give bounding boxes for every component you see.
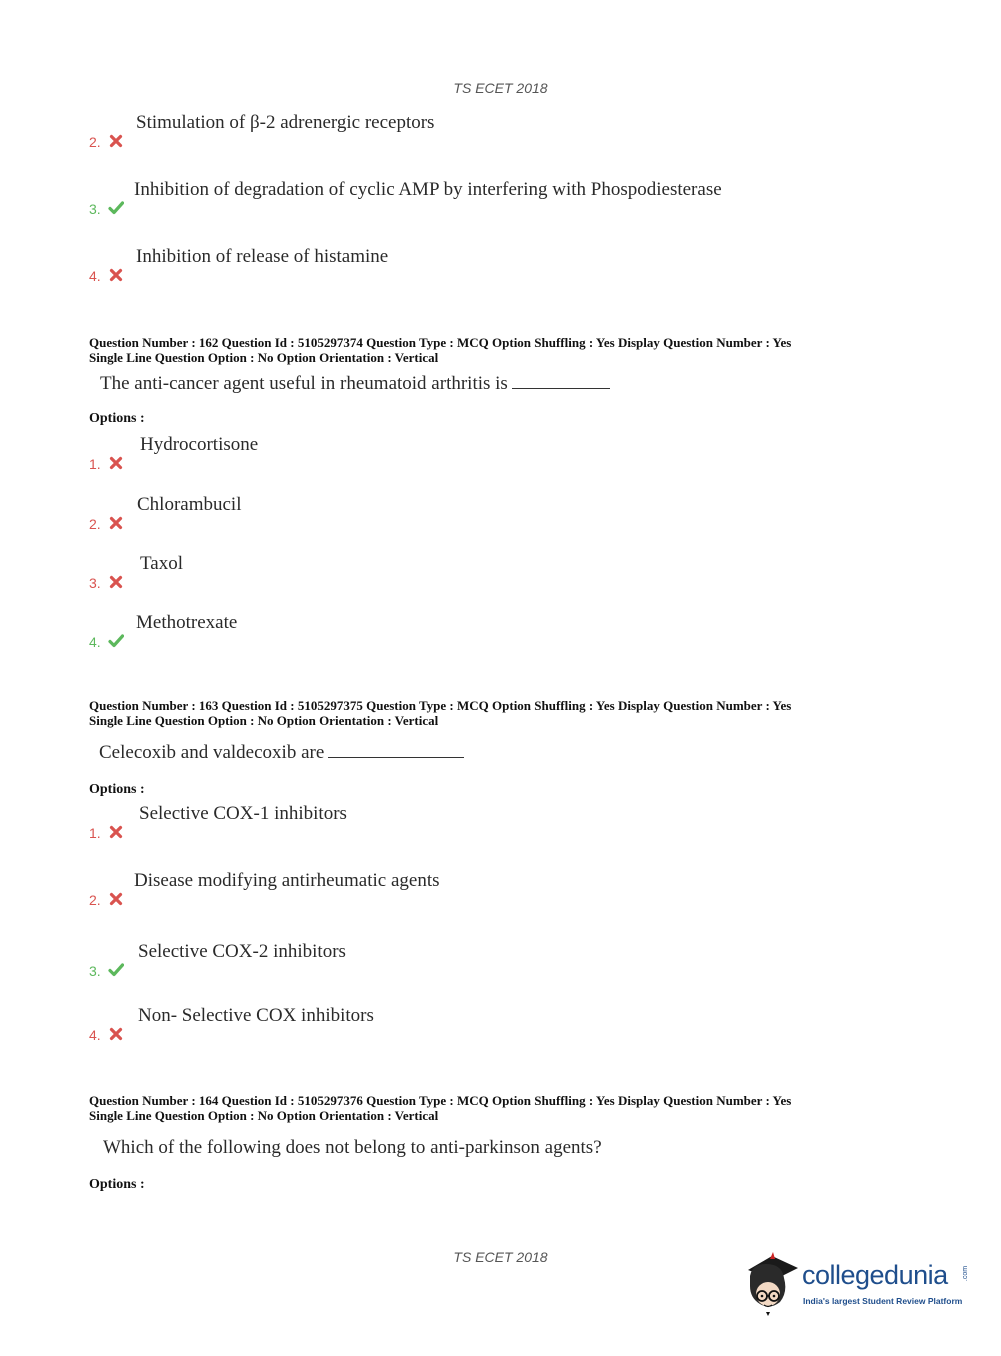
cross-icon bbox=[108, 824, 124, 840]
option-text: Methotrexate bbox=[136, 612, 238, 633]
option-row bbox=[88, 494, 888, 534]
page-header: TS ECET 2018 bbox=[453, 80, 548, 96]
question-meta bbox=[89, 1093, 909, 1123]
question-meta-line: Single Line Question Option : No Option Orientation : Vertical bbox=[89, 350, 439, 365]
option-text: Non- Selective COX inhibitors bbox=[138, 1005, 374, 1026]
options-label: Options : bbox=[89, 411, 145, 426]
question-meta-line: Question Number : 162 Question Id : 5105297374 Question Type : MCQ Option Shuffling : Yes Display Question Number : Yes bbox=[89, 335, 792, 350]
option-row bbox=[88, 434, 888, 474]
option-number: 2. bbox=[89, 516, 101, 532]
page-footer: TS ECET 2018 bbox=[453, 1249, 548, 1265]
option-row bbox=[88, 1005, 888, 1045]
option-number: 4. bbox=[89, 634, 101, 650]
cross-icon bbox=[108, 267, 124, 283]
option-text: Taxol bbox=[140, 553, 183, 574]
question-meta bbox=[89, 698, 909, 728]
collegedunia-logo bbox=[740, 1250, 970, 1320]
question-meta-line: Question Number : 163 Question Id : 5105297375 Question Type : MCQ Option Shuffling : Yes Display Question Number : Yes bbox=[89, 698, 792, 713]
question-meta-line: Single Line Question Option : No Option Orientation : Vertical bbox=[89, 1108, 439, 1123]
cross-icon bbox=[108, 455, 124, 471]
option-number: 1. bbox=[89, 456, 101, 472]
options-label: Options : bbox=[89, 782, 145, 797]
option-row bbox=[88, 941, 888, 981]
option-number: 4. bbox=[89, 268, 101, 284]
mascot-icon bbox=[740, 1250, 802, 1320]
options-label: Options : bbox=[89, 1177, 145, 1192]
option-number: 3. bbox=[89, 963, 101, 979]
question-meta-line: Single Line Question Option : No Option Orientation : Vertical bbox=[89, 713, 439, 728]
option-row bbox=[88, 553, 888, 593]
option-text: Stimulation of β-2 adrenergic receptors bbox=[136, 112, 435, 133]
option-number: 4. bbox=[89, 1027, 101, 1043]
option-row bbox=[88, 803, 888, 843]
option-text: Selective COX-1 inhibitors bbox=[139, 803, 347, 824]
check-icon bbox=[108, 633, 124, 649]
check-icon bbox=[108, 200, 124, 216]
question-meta-line: Question Number : 164 Question Id : 5105297376 Question Type : MCQ Option Shuffling : Yes Display Question Number : Yes bbox=[89, 1093, 792, 1108]
question-text-row bbox=[100, 373, 610, 395]
option-text: Inhibition of release of histamine bbox=[136, 246, 389, 267]
option-text: Selective COX-2 inhibitors bbox=[138, 941, 346, 962]
option-row bbox=[88, 246, 888, 286]
question-text: Which of the following does not belong to anti-parkinson agents? bbox=[103, 1137, 602, 1158]
cross-icon bbox=[108, 1026, 124, 1042]
question-meta bbox=[89, 335, 909, 365]
cross-icon bbox=[108, 891, 124, 907]
option-number: 3. bbox=[89, 575, 101, 591]
question-text: Celecoxib and valdecoxib are bbox=[99, 742, 325, 763]
answer-blank bbox=[512, 387, 610, 389]
option-text: Hydrocortisone bbox=[140, 434, 259, 455]
question-text-row bbox=[99, 742, 464, 764]
check-icon bbox=[108, 962, 124, 978]
option-number: 2. bbox=[89, 134, 101, 150]
cross-icon bbox=[108, 133, 124, 149]
logo-wordmark: collegedunia bbox=[802, 1260, 948, 1290]
option-row bbox=[88, 112, 888, 152]
cross-icon bbox=[108, 574, 124, 590]
option-number: 3. bbox=[89, 201, 101, 217]
question-text: The anti-cancer agent useful in rheumatoid arthritis is bbox=[100, 373, 508, 394]
answer-blank bbox=[328, 756, 464, 758]
option-text: Disease modifying antirheumatic agents bbox=[134, 870, 440, 891]
option-row bbox=[88, 179, 888, 219]
option-number: 1. bbox=[89, 825, 101, 841]
option-text: Inhibition of degradation of cyclic AMP by interfering with Phospodiesterase bbox=[134, 179, 722, 200]
option-number: 2. bbox=[89, 892, 101, 908]
option-row bbox=[88, 612, 888, 652]
logo-suffix: .com bbox=[962, 1265, 970, 1282]
option-row bbox=[88, 870, 888, 910]
cross-icon bbox=[108, 515, 124, 531]
logo-tagline: India's largest Student Review Platform bbox=[803, 1296, 963, 1306]
option-text: Chlorambucil bbox=[137, 494, 242, 515]
